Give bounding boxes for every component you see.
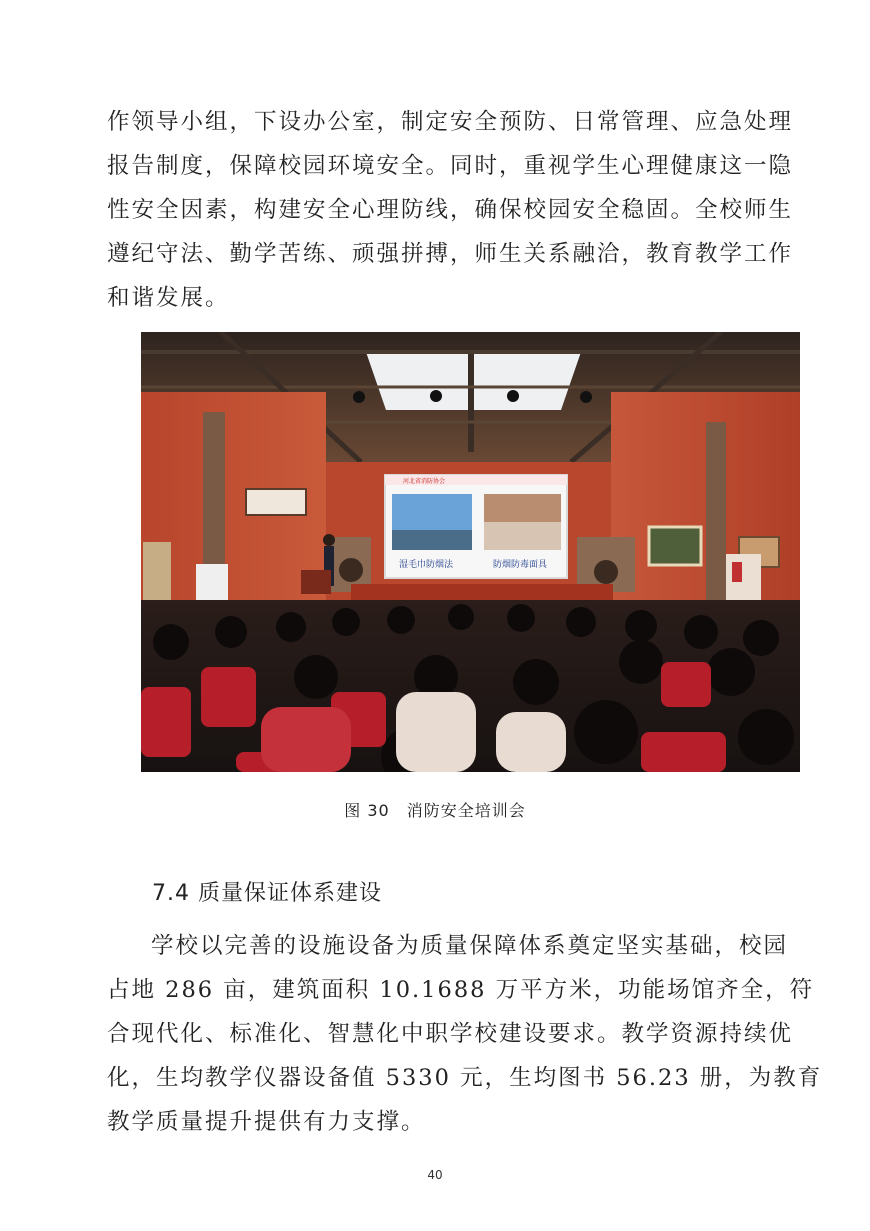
section-heading: 7.4 质量保证体系建设 [152, 881, 382, 906]
section-paragraph [107, 924, 823, 1144]
page-number: 40 [427, 1168, 443, 1182]
slide-label: 湿毛巾防烟法 [399, 560, 454, 570]
slide-header: 河北省消防协会 [403, 478, 446, 485]
fire-safety-training-photo [141, 332, 800, 772]
paragraph-line: 和谐发展。 [107, 285, 230, 311]
paragraph-line: 教学质量提升提供有力支撑。 [107, 1109, 426, 1135]
paragraph-line: 性安全因素，构建安全心理防线，确保校园安全稳固。全校师生 [107, 197, 794, 223]
paragraph-line: 化，生均教学仪器设备值 5330 元，生均图书 56.23 册，为教育 [107, 1065, 823, 1091]
figure-caption: 图 30 消防安全培训会 [344, 801, 526, 820]
top-paragraph [107, 100, 794, 320]
paragraph-line: 遵纪守法、勤学苦练、顽强拼搏，师生关系融洽，教育教学工作 [107, 241, 794, 267]
paragraph-line: 作领导小组，下设办公室，制定安全预防、日常管理、应急处理 [107, 109, 794, 135]
slide-label: 防烟防毒面具 [493, 560, 548, 570]
paragraph-line: 报告制度，保障校园环境安全。同时，重视学生心理健康这一隐 [107, 153, 794, 179]
paragraph-line: 合现代化、标准化、智慧化中职学校建设要求。教学资源持续优 [107, 1021, 794, 1047]
paragraph-line: 占地 286 亩，建筑面积 10.1688 万平方米，功能场馆齐全，符 [107, 977, 815, 1003]
paragraph-line: 学校以完善的设施设备为质量保障体系奠定坚实基础，校园 [151, 933, 789, 959]
